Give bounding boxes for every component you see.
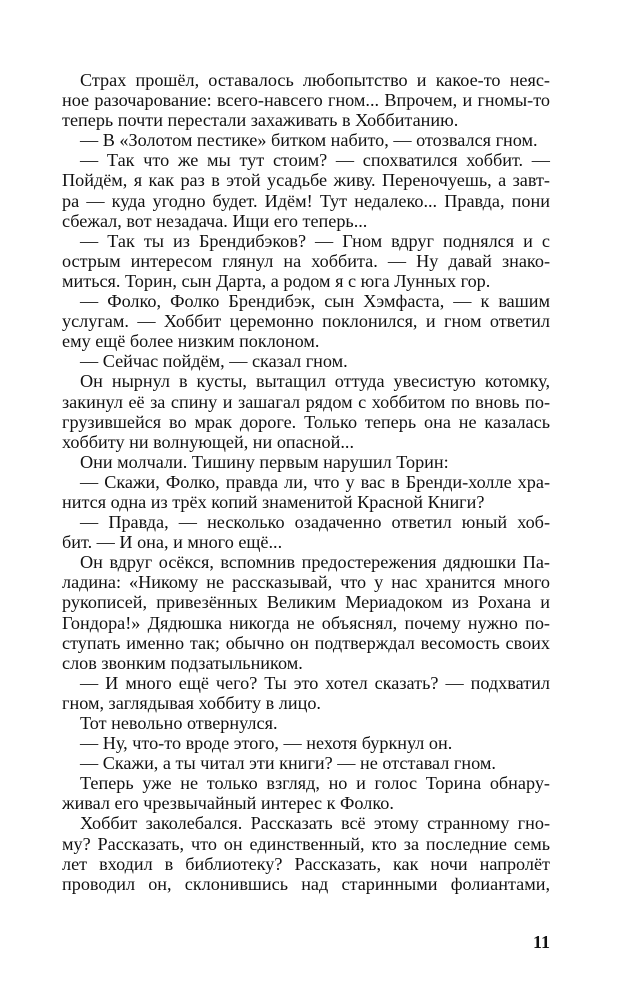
body-text: [62, 70, 550, 894]
text-line: проводил он, склонившись над старинными фолиантами,: [62, 873, 550, 894]
text-line: ра — куда угодно будет. Идём! Тут недалеко... Правда, пони: [62, 190, 550, 211]
page-number: 11: [532, 932, 550, 952]
text-line: Он вдруг осёкся, вспомнив предостережения дядюшки Па-: [80, 552, 550, 573]
text-line: — Сейчас пойдём, — сказал гном.: [80, 351, 348, 372]
text-line: — Фолко, Фолко Брендибэк, сын Хэмфаста, — к вашим: [80, 291, 550, 312]
text-line: Теперь уже не только взгляд, но и голос Торина обнару-: [80, 773, 550, 794]
text-line: Страх прошёл, оставалось любопытство и какое-то неяс-: [80, 70, 550, 90]
text-line: Гондора!» Дядюшка никогда не объяснял, почему нужно по-: [62, 612, 550, 633]
text-line: Они молчали. Тишину первым нарушил Торин:: [80, 451, 449, 472]
text-line: ное разочарование: всего-навсего гном... Впрочем, и гномы-то: [62, 90, 550, 111]
text-line: ладина: «Никому не рассказывай, что у нас хранится много: [62, 572, 550, 593]
text-line: — Так что же мы тут стоим? — спохватился хоббит. —: [80, 150, 550, 171]
text-line: — Так ты из Брендибэков? — Гном вдруг поднялся и с: [80, 230, 550, 251]
text-line: лет входил в библиотеку? Рассказать, как ночи напролёт: [62, 853, 550, 874]
text-line: — И много ещё чего? Ты это хотел сказать? — подхватил: [80, 672, 550, 693]
text-line: рукописей, привезённых Великим Мериадоком из Рохана и: [62, 592, 550, 613]
text-line: — Скажи, Фолко, правда ли, что у вас в Бренди-холле хра-: [80, 471, 550, 492]
text-line: ступать именно так; обычно он подтверждал весомость своих: [62, 632, 550, 653]
text-line: — Ну, что-то вроде этого, — нехотя буркнул он.: [80, 733, 453, 754]
text-line: сбежал, вот незадача. Ищи его теперь...: [62, 210, 368, 231]
text-line: — Скажи, а ты читал эти книги? — не отставал гном.: [80, 753, 496, 774]
text-line: — Правда, — несколько озадаченно ответил юный хоб-: [80, 512, 550, 533]
text-line: грузившейся во мрак дороге. Только теперь она не казалась: [62, 411, 550, 432]
text-line: хоббиту ни волнующей, ни опасной...: [62, 431, 354, 452]
text-line: Хоббит заколебался. Рассказать всё этому странному гно-: [80, 813, 550, 834]
text-line: миться. Торин, сын Дарта, а родом я с юга Лунных гор.: [62, 270, 491, 291]
text-line: закинул её за спину и зашагал рядом с хоббитом по вновь по-: [62, 391, 550, 412]
text-line: Пойдём, я как раз в этой усадьбе живу. Переночуешь, а завт-: [62, 170, 550, 191]
text-line: Тот невольно отвернулся.: [80, 713, 278, 733]
text-line: нится одна из трёх копий знаменитой Красной Книги?: [62, 491, 485, 512]
text-line: теперь почти перестали захаживать в Хоббитанию.: [62, 110, 459, 131]
text-line: — В «Золотом пестике» битком набито, — отозвался гном.: [80, 130, 538, 151]
text-line: острым интересом глянул на хоббита. — Ну давай знако-: [62, 250, 550, 271]
text-line: гном, заглядывая хоббиту в лицо.: [62, 692, 321, 713]
text-line: услугам. — Хоббит церемонно поклонился, и гном ответил: [62, 311, 550, 332]
text-line: живал его чрезвычайный интерес к Фолко.: [62, 793, 394, 814]
text-line: Он нырнул в кусты, вытащил оттуда увесистую котомку,: [80, 371, 550, 392]
text-line: му? Рассказать, что он единственный, кто за последние семь: [62, 833, 550, 854]
text-line: слов звонким подзатыльником.: [62, 652, 303, 673]
text-line: ему ещё более низким поклоном.: [62, 331, 320, 352]
text-line: бит. — И она, и много ещё...: [62, 532, 283, 553]
